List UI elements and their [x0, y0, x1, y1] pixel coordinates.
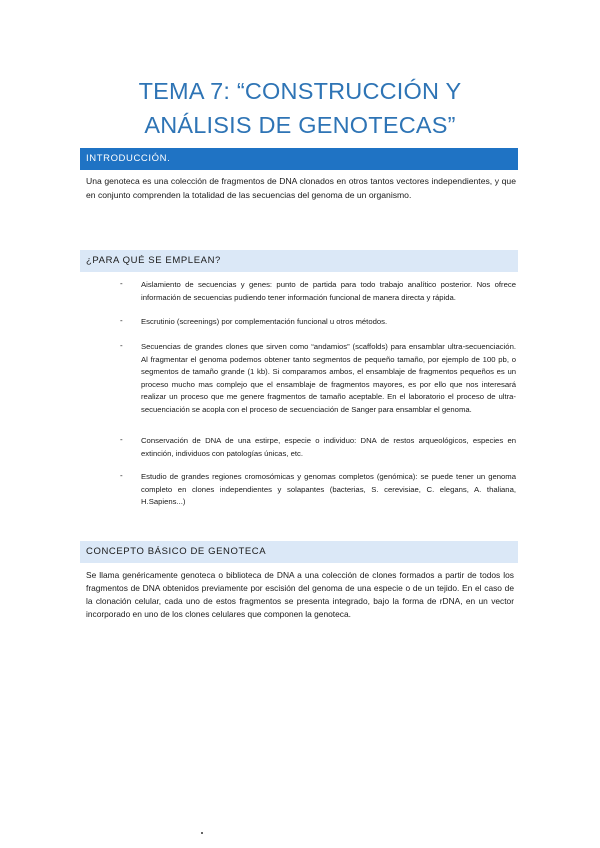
list-item-text: Escrutinio (screenings) por complementación funcional u otros métodos. — [141, 317, 388, 326]
section-heading-para-que: ¿PARA QUÉ SE EMPLEAN? — [80, 250, 518, 272]
section-paragraph-introduccion: Una genoteca es una colección de fragmentos de DNA clonados en otros tantos vectores independientes, y que en conjunto comprenden la totalidad de las secuencias del genoma de un organismo. — [86, 176, 516, 200]
list-item-text: Secuencias de grandes clones que sirven como “andamios” (scaffolds) para ensamblar ultra-secuenciación. Al fragmentar el genoma podemos obtener tanto segmentos de pequeño tamaño, por ejemplo de 100 pb, o segmentos de tamaño grande (1 kb). Si comparamos ambos, el ensamblaje de fragmentos pequeños es un proceso mucho mas complejo que el ensamblaje de fragmentos mayores, es por ello que nos interesará realizar un proceso que me genere fragmentos de tamaño aceptable. En el laboratorio el proceso de ultra-secuenciación se acopla con el proceso de secuenciación de Sanger para ensamblar el genoma. — [141, 342, 516, 414]
title-line-1: TEMA 7: “CONSTRUCCIÓN Y — [138, 78, 462, 104]
footer-mark — [201, 832, 203, 834]
section-heading-concepto: CONCEPTO BÁSICO DE GENOTECA — [80, 541, 518, 563]
list-item-text: Estudio de grandes regiones cromosómicas y genomas completos (genómica): se puede tener un genoma completo en clones independientes y solapantes (bacterias, S. cerevisiae, C. elegans, A. thaliana, H.Sapiens...) — [141, 472, 516, 507]
bullet-marker: - — [120, 341, 123, 350]
section-paragraph-concepto: Se llama genéricamente genoteca o biblioteca de DNA a una colección de clones formados a partir de todos los fragmentos de DNA obtenidos previamente por escisión del genoma de una especie o de un tejido. En el caso de la clonación celular, cada uno de estos fragmentos se presenta integrado, bajo la forma de rDNA, en un vector incorporado en uno de los clones celulares que componen la genoteca. — [86, 570, 514, 619]
title-line-2: ANÁLISIS DE GENOTECAS” — [144, 112, 456, 138]
bullet-marker: - — [120, 471, 123, 480]
bullet-marker: - — [120, 435, 123, 444]
bullet-marker: - — [120, 279, 123, 288]
page-title — [80, 74, 520, 142]
list-item-text: Aislamiento de secuencias y genes: punto de partida para todo trabajo analítico posterior. Nos ofrece información de secuencias pudiendo tener información funcional de manera directa y rápida. — [141, 280, 516, 302]
list-item-text: Conservación de DNA de una estirpe, especie o individuo: DNA de restos arqueológicos, especies en extinción, individuos con patologías únicas, etc. — [141, 436, 516, 458]
section-heading-introduccion: INTRODUCCIÓN. — [80, 148, 518, 170]
bullet-marker: - — [120, 316, 123, 325]
